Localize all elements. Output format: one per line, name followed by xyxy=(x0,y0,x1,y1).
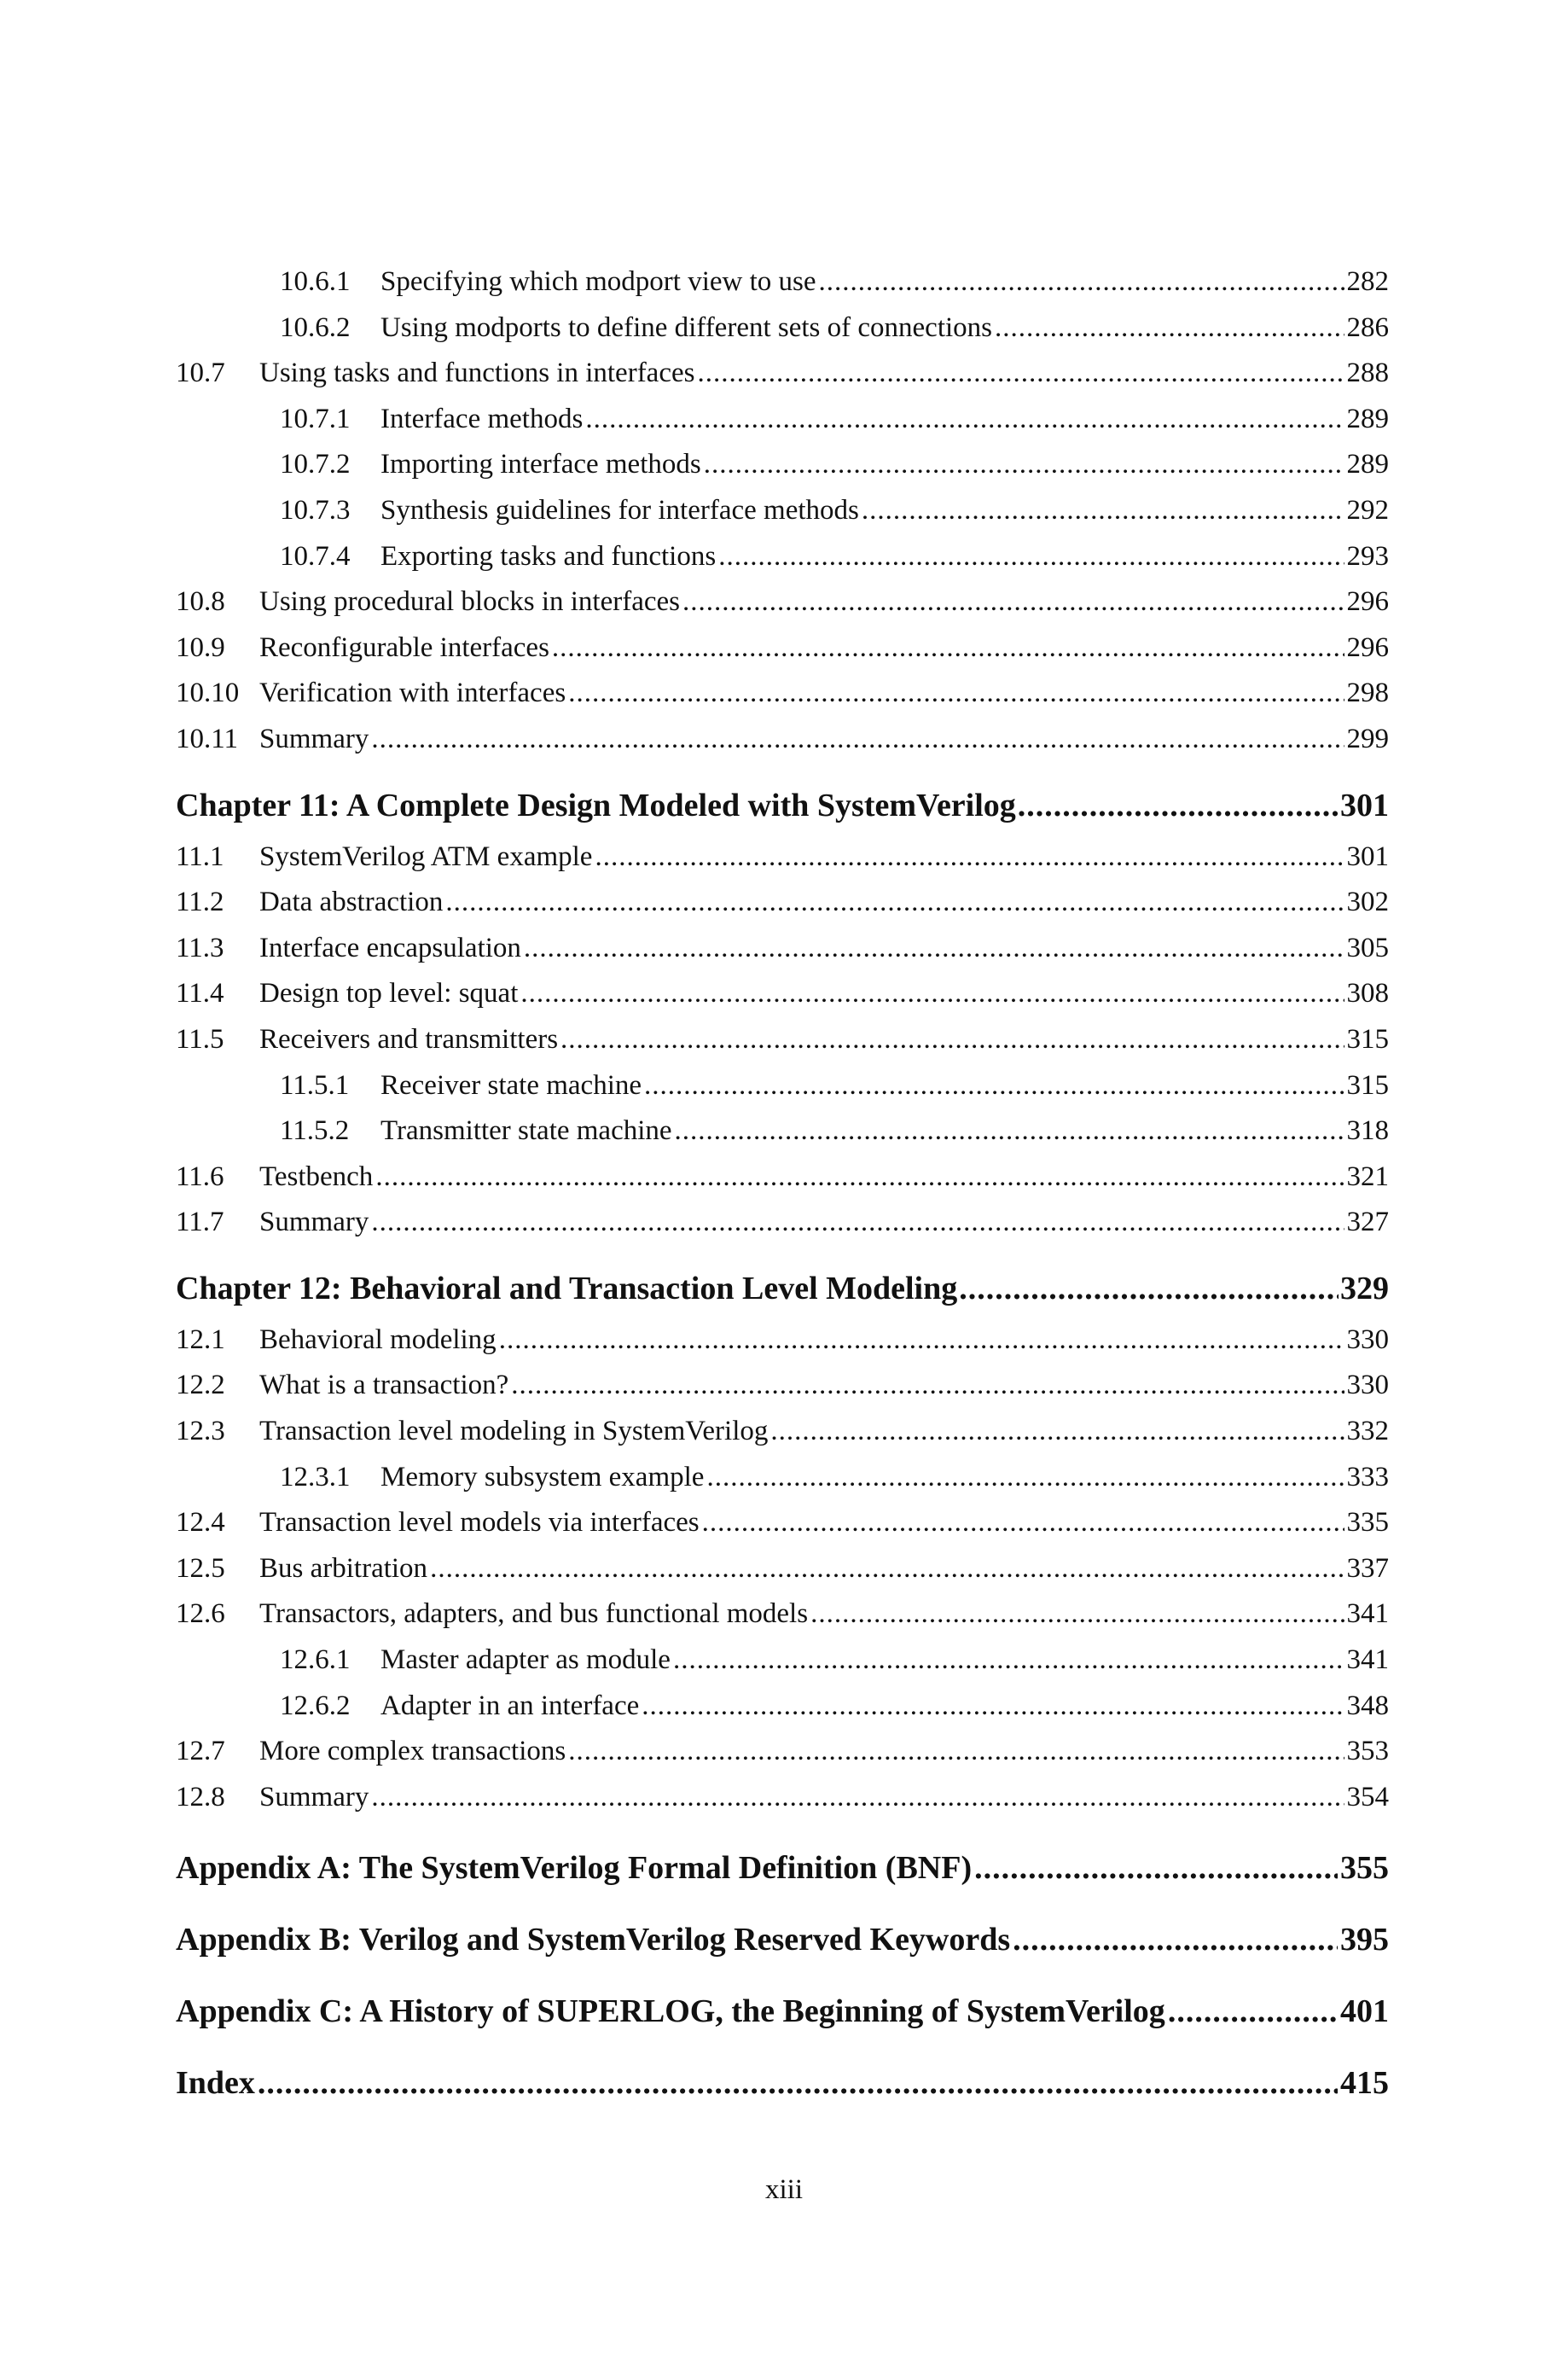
section-title: Bus arbitration xyxy=(259,1552,428,1584)
dot-leader xyxy=(595,835,1344,881)
section-number: 11.7 xyxy=(176,1207,224,1238)
toc-section-entry xyxy=(176,579,1389,625)
page-ref: 329 xyxy=(1340,1270,1389,1306)
section-title: Testbench xyxy=(259,1161,374,1192)
toc-appendix-heading xyxy=(176,1916,1389,1964)
page-ref: 330 xyxy=(1346,1324,1389,1355)
dot-leader xyxy=(585,397,1344,443)
section-number: 12.7 xyxy=(176,1736,225,1767)
dot-leader xyxy=(499,1318,1344,1364)
toc-chapter-heading xyxy=(176,782,1389,829)
toc-appendix-heading xyxy=(176,1844,1389,1892)
toc-subsection-entry xyxy=(176,442,1389,488)
section-title: Exporting tasks and functions xyxy=(380,540,717,572)
dot-leader xyxy=(568,1729,1344,1775)
toc-section-entry xyxy=(176,1591,1389,1638)
section-title: Transaction level modeling in SystemVerilog xyxy=(259,1416,769,1447)
section-number: 12.2 xyxy=(176,1370,225,1401)
section-title: Transactors, adapters, and bus functional models xyxy=(259,1598,809,1630)
toc-section-entry xyxy=(176,926,1389,972)
toc-section-entry xyxy=(176,880,1389,926)
dot-leader xyxy=(560,1017,1344,1063)
page-ref: 282 xyxy=(1346,266,1389,297)
page-ref: 301 xyxy=(1346,841,1389,872)
dot-leader xyxy=(697,351,1344,397)
page-ref: 321 xyxy=(1346,1161,1389,1192)
section-number: 11.5 xyxy=(176,1023,224,1055)
section-title: Reconfigurable interfaces xyxy=(259,631,549,663)
dot-leader xyxy=(1013,1916,1338,1964)
toc-section-entry xyxy=(176,1409,1389,1455)
toc-section-entry xyxy=(176,671,1389,717)
section-number: 12.3.1 xyxy=(280,1461,351,1492)
dot-leader xyxy=(371,1775,1344,1821)
toc-section-entry xyxy=(176,1363,1389,1409)
section-title: Appendix C: A History of SUPERLOG, the Beginning of SystemVerilog xyxy=(176,1993,1165,2030)
toc-section-entry xyxy=(176,1500,1389,1546)
page-ref: 354 xyxy=(1346,1781,1389,1812)
page-ref: 296 xyxy=(1346,586,1389,618)
section-number: 10.6.1 xyxy=(280,266,351,297)
dot-leader xyxy=(995,305,1344,352)
toc-subsection-entry xyxy=(176,488,1389,534)
section-title: Verification with interfaces xyxy=(259,678,566,709)
section-title: Data abstraction xyxy=(259,887,444,918)
section-title: Behavioral modeling xyxy=(259,1324,497,1355)
section-title: Interface methods xyxy=(380,403,584,434)
dot-leader xyxy=(430,1546,1344,1592)
section-title: Transaction level models via interfaces xyxy=(259,1507,700,1539)
page-ref: 299 xyxy=(1346,723,1389,754)
dot-leader xyxy=(862,488,1344,534)
page-ref: 298 xyxy=(1346,678,1389,709)
toc-subsection-entry xyxy=(176,1684,1389,1730)
dot-leader xyxy=(445,880,1344,926)
section-title: Receiver state machine xyxy=(380,1069,642,1101)
dot-leader xyxy=(1168,1987,1338,2035)
page-number: xiii xyxy=(764,2174,803,2205)
page-ref: 296 xyxy=(1346,631,1389,663)
section-title: Summary xyxy=(259,723,369,754)
section-number: 10.7.4 xyxy=(280,540,351,572)
dot-leader xyxy=(819,259,1344,305)
page-ref: 401 xyxy=(1340,1993,1389,2030)
section-title: Summary xyxy=(259,1207,369,1238)
section-number: 12.6.2 xyxy=(280,1690,351,1721)
section-title: Synthesis guidelines for interface methods xyxy=(380,494,859,526)
section-number: 12.5 xyxy=(176,1552,225,1584)
dot-leader xyxy=(258,2059,1338,2107)
section-title: Interface encapsulation xyxy=(259,932,521,963)
page-ref: 288 xyxy=(1346,358,1389,389)
dot-leader xyxy=(642,1684,1344,1730)
page-ref: 289 xyxy=(1346,449,1389,480)
section-number: 11.6 xyxy=(176,1161,224,1192)
toc-subsection-entry xyxy=(176,1108,1389,1155)
page-ref: 318 xyxy=(1346,1115,1389,1147)
page-ref: 332 xyxy=(1346,1416,1389,1447)
section-title: Receivers and transmitters xyxy=(259,1023,559,1055)
toc-subsection-entry xyxy=(176,305,1389,352)
section-title: Importing interface methods xyxy=(380,449,701,480)
section-number: 11.5.1 xyxy=(280,1069,350,1101)
toc-chapter-heading xyxy=(176,1265,1389,1312)
dot-leader xyxy=(718,534,1344,580)
dot-leader xyxy=(375,1155,1344,1201)
toc-section-entry xyxy=(176,1775,1389,1821)
toc-subsection-entry xyxy=(176,1455,1389,1501)
toc-section-entry xyxy=(176,1546,1389,1592)
dot-leader xyxy=(673,1638,1344,1684)
page-ref: 286 xyxy=(1346,311,1389,343)
section-title: What is a transaction? xyxy=(259,1370,509,1401)
toc-subsection-entry xyxy=(176,259,1389,305)
toc-section-entry xyxy=(176,1155,1389,1201)
section-number: 12.1 xyxy=(176,1324,225,1355)
section-number: 10.11 xyxy=(176,723,239,754)
dot-leader xyxy=(974,1844,1338,1892)
section-number: 10.10 xyxy=(176,678,240,709)
dot-leader xyxy=(704,442,1344,488)
section-title: Adapter in an interface xyxy=(380,1690,640,1721)
section-number: 10.7 xyxy=(176,358,225,389)
page-ref: 335 xyxy=(1346,1507,1389,1539)
section-title: Using tasks and functions in interfaces xyxy=(259,358,695,389)
dot-leader xyxy=(371,717,1344,763)
toc-section-entry xyxy=(176,1318,1389,1364)
section-number: 10.8 xyxy=(176,586,225,618)
page-ref: 333 xyxy=(1346,1461,1389,1492)
toc-section-entry xyxy=(176,835,1389,881)
toc-section-entry xyxy=(176,351,1389,397)
section-title: Chapter 11: A Complete Design Modeled with SystemVerilog xyxy=(176,787,1016,823)
section-number: 10.7.1 xyxy=(280,403,351,434)
toc-subsection-entry xyxy=(176,534,1389,580)
dot-leader xyxy=(810,1591,1344,1638)
section-number: 12.6.1 xyxy=(280,1644,351,1676)
dot-leader xyxy=(675,1108,1344,1155)
section-title: Using procedural blocks in interfaces xyxy=(259,586,681,618)
section-number: 10.6.2 xyxy=(280,311,351,343)
dot-leader xyxy=(524,926,1344,972)
page-ref: 348 xyxy=(1346,1690,1389,1721)
toc-section-entry xyxy=(176,1200,1389,1246)
page-ref: 337 xyxy=(1346,1552,1389,1584)
page-ref: 301 xyxy=(1340,787,1389,823)
toc-section-entry xyxy=(176,1017,1389,1063)
section-number: 10.7.2 xyxy=(280,449,351,480)
section-title: Chapter 12: Behavioral and Transaction Level Modeling xyxy=(176,1270,958,1306)
toc-section-entry xyxy=(176,625,1389,672)
section-title: Appendix A: The SystemVerilog Formal Definition (BNF) xyxy=(176,1850,973,1887)
section-number: 10.7.3 xyxy=(280,494,351,526)
dot-leader xyxy=(706,1455,1344,1501)
section-title: Using modports to define different sets of connections xyxy=(380,311,992,343)
section-title: Design top level: squat xyxy=(259,978,519,1009)
page-ref: 355 xyxy=(1340,1850,1389,1887)
dot-leader xyxy=(682,579,1344,625)
toc-subsection-entry xyxy=(176,397,1389,443)
page-ref: 305 xyxy=(1346,932,1389,963)
page-ref: 341 xyxy=(1346,1598,1389,1630)
toc-section-entry xyxy=(176,717,1389,763)
table-of-contents xyxy=(176,259,1389,2107)
dot-leader xyxy=(1018,782,1339,829)
toc-appendix-heading xyxy=(176,1987,1389,2035)
section-number: 12.8 xyxy=(176,1781,225,1812)
dot-leader xyxy=(371,1200,1344,1246)
page-ref: 341 xyxy=(1346,1644,1389,1676)
toc-section-entry xyxy=(176,1729,1389,1775)
section-title: Index xyxy=(176,2065,255,2102)
section-number: 12.4 xyxy=(176,1507,225,1539)
page-ref: 293 xyxy=(1346,540,1389,572)
section-number: 12.6 xyxy=(176,1598,225,1630)
page-ref: 395 xyxy=(1340,1922,1389,1958)
dot-leader xyxy=(702,1500,1344,1546)
section-title: Memory subsystem example xyxy=(380,1461,705,1492)
page-ref: 292 xyxy=(1346,494,1389,526)
page-ref: 308 xyxy=(1346,978,1389,1009)
section-title: Appendix B: Verilog and SystemVerilog Reserved Keywords xyxy=(176,1922,1011,1958)
section-title: Specifying which modport view to use xyxy=(380,266,816,297)
page-ref: 353 xyxy=(1346,1736,1389,1767)
section-title: Summary xyxy=(259,1781,369,1812)
section-title: Transmitter state machine xyxy=(380,1115,672,1147)
section-number: 12.3 xyxy=(176,1416,225,1447)
page-ref: 415 xyxy=(1340,2065,1389,2102)
page-ref: 315 xyxy=(1346,1023,1389,1055)
dot-leader xyxy=(511,1363,1344,1409)
section-title: More complex transactions xyxy=(259,1736,566,1767)
toc-subsection-entry xyxy=(176,1638,1389,1684)
dot-leader xyxy=(552,625,1344,672)
dot-leader xyxy=(520,971,1344,1017)
page-ref: 289 xyxy=(1346,403,1389,434)
dot-leader xyxy=(959,1265,1339,1312)
toc-section-entry xyxy=(176,971,1389,1017)
section-number: 11.4 xyxy=(176,978,224,1009)
toc-subsection-entry xyxy=(176,1063,1389,1109)
dot-leader xyxy=(568,671,1344,717)
page-ref: 327 xyxy=(1346,1207,1389,1238)
dot-leader xyxy=(644,1063,1344,1109)
section-number: 11.2 xyxy=(176,887,224,918)
page-ref: 315 xyxy=(1346,1069,1389,1101)
section-number: 10.9 xyxy=(176,631,225,663)
section-title: Master adapter as module xyxy=(380,1644,671,1676)
toc-appendix-heading xyxy=(176,2059,1389,2107)
page-ref: 302 xyxy=(1346,887,1389,918)
section-number: 11.3 xyxy=(176,932,224,963)
dot-leader xyxy=(770,1409,1344,1455)
section-number: 11.5.2 xyxy=(280,1115,350,1147)
section-number: 11.1 xyxy=(176,841,224,872)
section-title: SystemVerilog ATM example xyxy=(259,841,593,872)
page-ref: 330 xyxy=(1346,1370,1389,1401)
